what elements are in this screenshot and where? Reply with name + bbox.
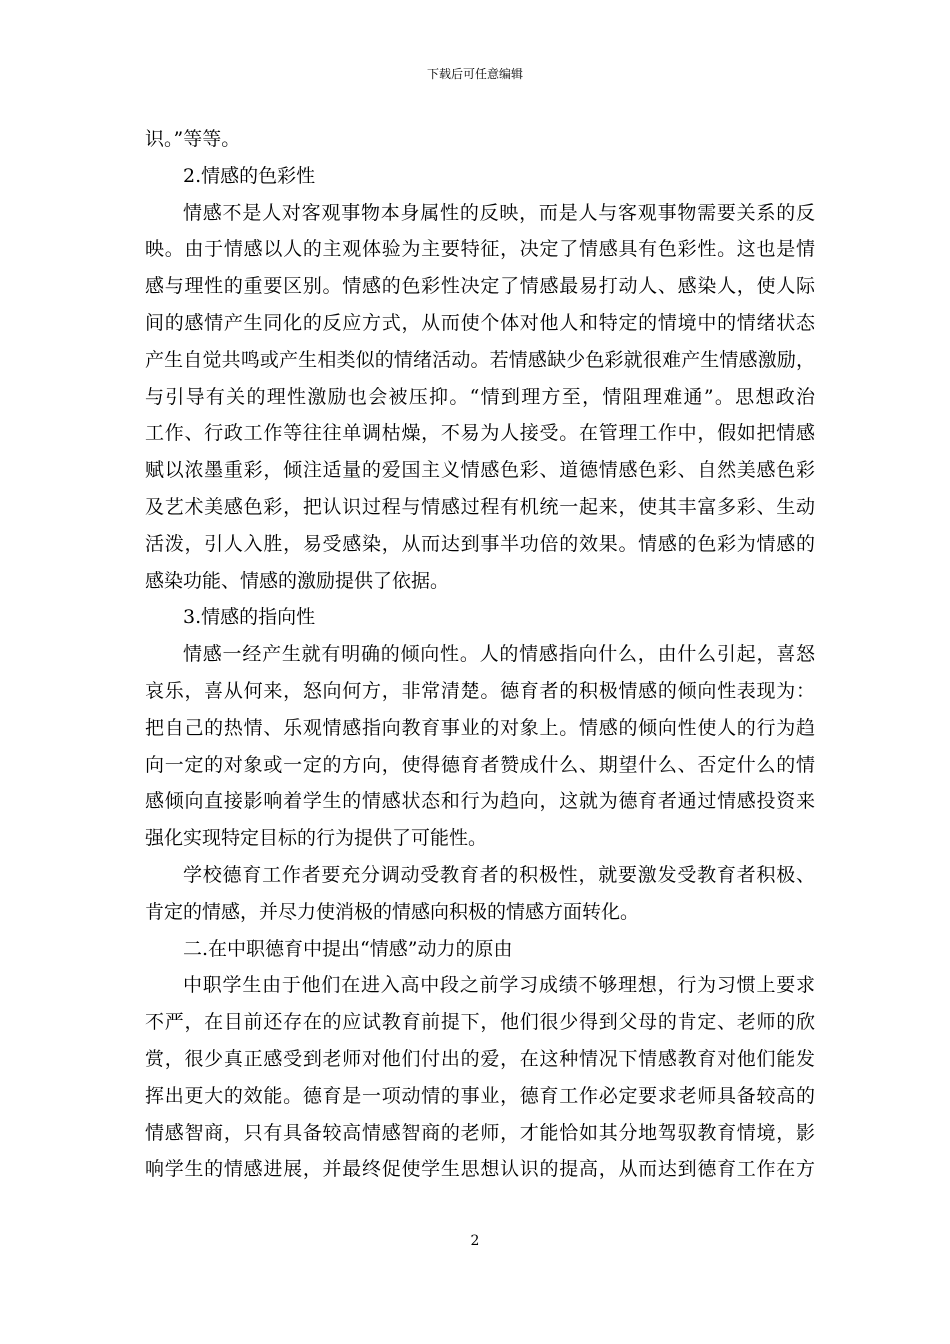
text-line: 哀乐，喜从何来，怒向何方，非常清楚。德育者的积极情感的倾向性表现为：: [145, 679, 815, 702]
text-line: 及艺术美感色彩，把认识过程与情感过程有机统一起来，使其丰富多彩、生动: [145, 495, 815, 518]
page-number: 2: [470, 1233, 480, 1249]
text-line: 情感智商，只有具备较高情感智商的老师，才能恰如其分地驾驭教育情境，影: [145, 1121, 815, 1144]
text-line: 二.在中职德育中提出“情感”动力的原由: [183, 937, 513, 960]
page-header: 下载后可任意编辑: [426, 67, 523, 81]
text-line: 感倾向直接影响着学生的情感状态和行为趋向，这就为德育者通过情感投资来: [145, 790, 815, 813]
text-line: 2.情感的色彩性: [183, 164, 316, 187]
text-line: 不严，在目前还存在的应试教育前提下，他们很少得到父母的肯定、老师的欣: [145, 1011, 815, 1034]
text-line: 识。”等等。: [145, 128, 241, 150]
text-line: 间的感情产生同化的反应方式，从而使个体对他人和特定的情境中的情绪状态: [145, 311, 815, 334]
text-line: 映。由于情感以人的主观体验为主要特征，决定了情感具有色彩性。这也是情: [145, 238, 815, 261]
text-line: 3.情感的指向性: [183, 606, 316, 629]
text-line: 赋以浓墨重彩，倾注适量的爱国主义情感色彩、道德情感色彩、自然美感色彩: [145, 459, 815, 482]
text-line: 肯定的情感，并尽力使消极的情感向积极的情感方面转化。: [145, 900, 640, 923]
text-line: 活泼，引人入胜，易受感染，从而达到事半功倍的效果。情感的色彩为情感的: [145, 532, 815, 555]
text-line: 响学生的情感进展，并最终促使学生思想认识的提高，从而达到德育工作在方: [145, 1158, 815, 1181]
text-line: 情感不是人对客观事物本身属性的反映，而是人与客观事物需要关系的反: [183, 201, 815, 224]
text-line: 学校德育工作者要充分调动受教育者的积极性，就要激发受教育者积极、: [183, 863, 815, 886]
text-line: 与引导有关的理性激励也会被压抑。“情到理方至，情阻理难通”。思想政治: [145, 385, 815, 408]
text-line: 向一定的对象或一定的方向，使得德育者赞成什么、期望什么、否定什么的情: [145, 753, 815, 776]
text-line: 感染功能、情感的激励提供了依据。: [145, 569, 450, 592]
text-line: 赏，很少真正感受到老师对他们付出的爱，在这种情况下情感教育对他们能发: [145, 1047, 815, 1070]
text-line: 挥出更大的效能。德育是一项动情的事业，德育工作必定要求老师具备较高的: [145, 1084, 815, 1107]
text-line: 强化实现特定目标的行为提供了可能性。: [145, 827, 488, 850]
text-line: 中职学生由于他们在进入高中段之前学习成绩不够理想，行为习惯上要求: [183, 974, 815, 997]
text-line: 工作、行政工作等往往单调枯燥，不易为人接受。在管理工作中，假如把情感: [145, 422, 815, 445]
text-line: 情感一经产生就有明确的倾向性。人的情感指向什么，由什么引起，喜怒: [183, 643, 815, 666]
document-body: [145, 121, 815, 1188]
text-line: 产生自觉共鸣或产生相类似的情绪活动。若情感缺少色彩就很难产生情感激励，: [145, 348, 815, 371]
text-line: 感与理性的重要区别。情感的色彩性决定了情感最易打动人、感染人，使人际: [145, 275, 815, 298]
text-line: 把自己的热情、乐观情感指向教育事业的对象上。情感的倾向性使人的行为趋: [145, 716, 815, 739]
